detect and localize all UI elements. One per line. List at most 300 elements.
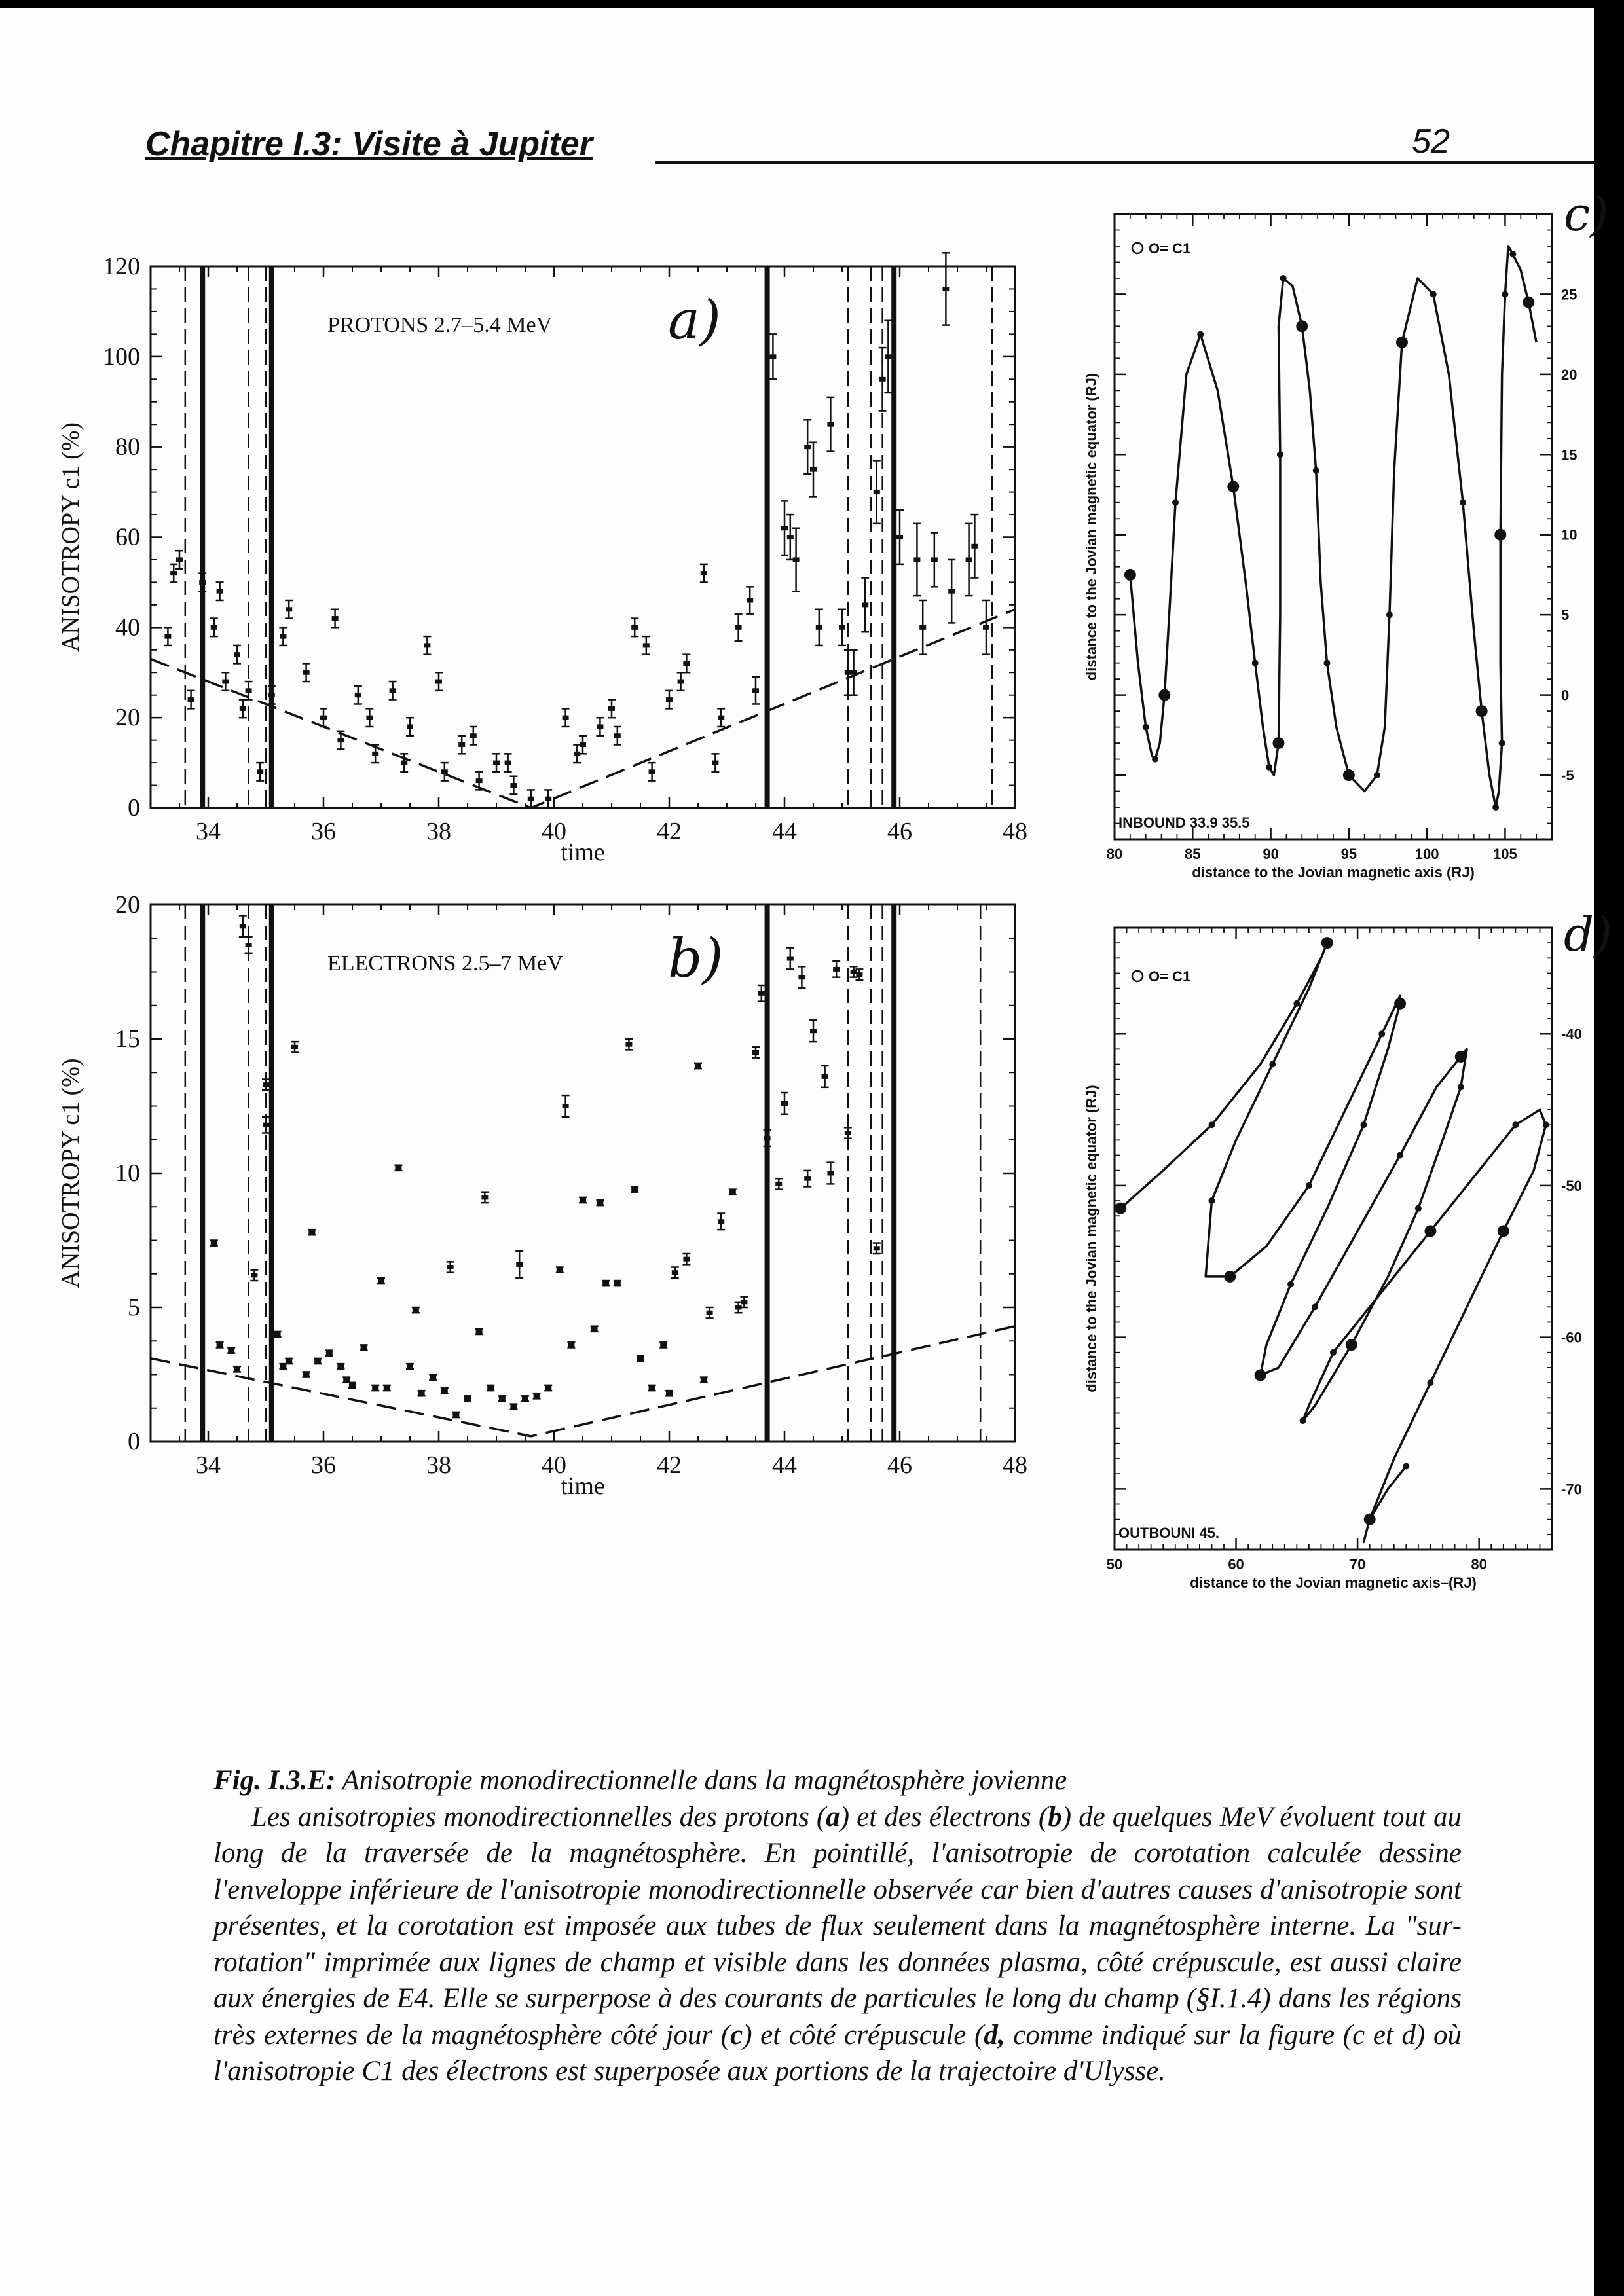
data-point xyxy=(211,1241,217,1245)
data-point xyxy=(280,1364,286,1369)
inbound-trajectory-chart xyxy=(1041,187,1609,892)
data-point xyxy=(291,1045,298,1049)
data-point xyxy=(787,957,794,961)
x-tick-label: 95 xyxy=(1340,846,1357,862)
y-tick-label: 5 xyxy=(128,1294,140,1321)
data-point xyxy=(862,602,868,607)
caption-ref-c: c xyxy=(730,2019,743,2050)
caption-text: ) de quelques MeV évoluent tout au long de la traversée de la magnétosphère. En pointillé, l'anisotropie de corotation calculée dessine l'enveloppe inférieure de l'anisotropie monodirectionnelle observée car bien d'autres causes d'anisotropie sont présentes, et la corotation est imposée aux tubes de flux seulement dans la magnétosphère interne. La "sur-rotation" imprimée aux lignes de champ et visible dans les données plasma, côté crépuscule, est aussi claire aux énergies de E4. Elle se surperpose à des courants de particules le long du champ (§I.1.4) dans les régions très externes de la magnétosphère côté jour ( xyxy=(213,1801,1462,2050)
data-point xyxy=(481,1195,488,1199)
data-point xyxy=(545,1386,551,1391)
data-point xyxy=(441,769,448,774)
caption-title-text: Anisotropie monodirectionnelle dans la magnétosphère jovienne xyxy=(335,1765,1067,1796)
data-point xyxy=(983,625,989,630)
outbound-trajectory-chart xyxy=(1041,907,1613,1618)
c1-anisotropy-marker xyxy=(1360,1121,1367,1128)
c1-anisotropy-marker xyxy=(1208,1121,1215,1128)
data-point xyxy=(874,490,880,494)
c1-anisotropy-marker xyxy=(1312,1303,1318,1310)
data-point xyxy=(470,733,477,738)
data-point xyxy=(516,1262,523,1267)
caption-ref-d: d, xyxy=(984,2019,1005,2050)
data-point xyxy=(896,535,903,539)
data-point xyxy=(407,1364,413,1369)
data-point xyxy=(851,970,857,974)
data-point xyxy=(643,643,650,647)
data-point xyxy=(781,526,788,530)
c1-anisotropy-marker xyxy=(1543,1121,1549,1128)
data-point xyxy=(637,1356,644,1360)
x-tick-label: 80 xyxy=(1471,1556,1487,1573)
data-point xyxy=(199,580,206,585)
page-number: 52 xyxy=(1412,122,1450,160)
data-point xyxy=(608,706,615,711)
plot-frame xyxy=(151,905,1015,1442)
c1-anisotropy-marker xyxy=(1197,331,1204,338)
data-point xyxy=(758,991,765,996)
data-point xyxy=(672,1270,678,1275)
panel-label: c) xyxy=(1564,187,1609,242)
data-point xyxy=(614,733,621,738)
y-tick-label: 15 xyxy=(1561,446,1578,464)
data-point xyxy=(510,783,517,788)
trajectory-annotation: INBOUND 33.9 35.5 xyxy=(1118,814,1250,831)
data-point xyxy=(660,1343,667,1347)
c1-anisotropy-marker xyxy=(1343,769,1355,781)
x-tick-label: 44 xyxy=(772,1451,797,1479)
caption-text: ) et des électrons ( xyxy=(840,1801,1048,1832)
data-point xyxy=(839,625,845,630)
x-tick-label: 50 xyxy=(1106,1556,1123,1573)
c1-anisotropy-marker xyxy=(1252,660,1259,666)
plot-frame xyxy=(1115,928,1552,1550)
data-point xyxy=(390,688,396,693)
caption-ref-b: b xyxy=(1048,1801,1062,1832)
data-point xyxy=(326,1351,333,1355)
data-point xyxy=(257,769,263,774)
data-point xyxy=(401,761,407,765)
data-point xyxy=(413,1308,419,1313)
data-point xyxy=(885,354,891,359)
y-tick-label: 20 xyxy=(1561,366,1578,383)
x-tick-label: 40 xyxy=(542,818,566,845)
c1-anisotropy-marker xyxy=(1346,1339,1357,1351)
c1-anisotropy-marker xyxy=(1323,660,1330,666)
x-tick-label: 48 xyxy=(1003,818,1027,845)
data-point xyxy=(614,1281,621,1286)
data-point xyxy=(332,616,339,621)
c1-anisotropy-marker xyxy=(1300,1417,1306,1424)
y-tick-label: 10 xyxy=(115,1159,140,1187)
c1-anisotropy-marker xyxy=(1397,1152,1403,1159)
legend-marker xyxy=(1132,243,1143,253)
c1-anisotropy-marker xyxy=(1512,1121,1519,1128)
data-point xyxy=(188,697,194,702)
data-point xyxy=(228,1348,234,1353)
c1-anisotropy-marker xyxy=(1280,275,1287,282)
c1-anisotropy-marker xyxy=(1227,481,1239,492)
x-axis-label: distance to the Jovian magnetic axis (RJ) xyxy=(1192,864,1475,881)
data-point xyxy=(597,1201,603,1205)
c1-anisotropy-marker xyxy=(1273,737,1285,749)
data-point xyxy=(851,670,857,675)
data-point xyxy=(240,924,246,928)
data-point xyxy=(493,761,500,765)
data-point xyxy=(781,1101,788,1106)
y-tick-label: -40 xyxy=(1561,1026,1582,1043)
x-tick-label: 60 xyxy=(1228,1556,1244,1573)
data-point xyxy=(942,287,949,291)
y-tick-label: 0 xyxy=(1561,687,1570,704)
data-point xyxy=(176,557,183,562)
data-point xyxy=(372,752,378,756)
c1-anisotropy-marker xyxy=(1158,689,1170,701)
y-tick-label: 80 xyxy=(115,433,140,461)
y-tick-label: 0 xyxy=(128,1428,140,1455)
data-point xyxy=(268,693,275,697)
data-point xyxy=(441,1389,448,1393)
y-tick-label: 40 xyxy=(115,613,140,642)
data-point xyxy=(683,1257,690,1262)
c1-anisotropy-marker xyxy=(1266,764,1272,771)
data-point xyxy=(240,706,246,711)
data-point xyxy=(712,761,718,765)
data-point xyxy=(695,1064,701,1068)
x-tick-label: 70 xyxy=(1349,1556,1366,1573)
data-point xyxy=(649,1386,655,1391)
data-point xyxy=(833,967,840,972)
y-tick-label: -70 xyxy=(1561,1481,1582,1498)
c1-anisotropy-marker xyxy=(1430,291,1437,297)
data-point xyxy=(769,354,776,359)
data-point xyxy=(678,680,684,684)
c1-anisotropy-marker xyxy=(1494,529,1506,541)
data-point xyxy=(557,1267,563,1272)
data-point xyxy=(263,1082,269,1087)
data-point xyxy=(874,1246,880,1250)
data-point xyxy=(447,1265,454,1269)
data-point xyxy=(718,716,724,720)
c1-anisotropy-marker xyxy=(1124,569,1136,581)
data-point xyxy=(366,716,373,720)
data-point xyxy=(827,1171,834,1176)
y-tick-label: 0 xyxy=(128,794,140,822)
x-tick-label: 90 xyxy=(1263,846,1279,862)
data-point xyxy=(314,1359,321,1364)
data-point xyxy=(563,716,569,720)
trajectory-line xyxy=(1120,943,1545,1542)
data-point xyxy=(372,1386,378,1391)
data-point xyxy=(649,769,655,774)
data-point xyxy=(263,1123,269,1127)
page-sheet xyxy=(0,8,1613,2296)
data-point xyxy=(349,1383,356,1387)
data-point xyxy=(378,1279,384,1283)
y-tick-label: 20 xyxy=(115,891,140,919)
c1-anisotropy-marker xyxy=(1293,1000,1300,1007)
data-point xyxy=(499,1396,506,1401)
x-tick-label: 34 xyxy=(196,1451,221,1479)
data-point xyxy=(487,1386,494,1391)
data-point xyxy=(222,680,229,684)
data-point xyxy=(430,1375,436,1379)
c1-anisotropy-marker xyxy=(1492,804,1499,811)
data-point xyxy=(217,589,223,594)
data-point xyxy=(343,1377,350,1382)
data-point xyxy=(701,1377,707,1382)
c1-anisotropy-marker xyxy=(1364,1514,1376,1525)
y-tick-label: 100 xyxy=(103,342,140,371)
data-point xyxy=(764,1136,771,1140)
data-point xyxy=(280,634,286,639)
c1-anisotropy-marker xyxy=(1115,1203,1126,1214)
data-point xyxy=(597,724,603,729)
data-point xyxy=(355,693,361,697)
c1-anisotropy-marker xyxy=(1498,1225,1509,1237)
header-rule xyxy=(655,161,1598,164)
data-point xyxy=(563,1104,569,1108)
trajectory-line xyxy=(1130,246,1536,807)
trajectory-annotation: OUTBOUNI 45. xyxy=(1118,1525,1220,1541)
caption-text: comme indiqué sur la figure (c et d) où l'anisotropie C1 des électrons est superposée aux portions de la trajectoire d'Ulysse. xyxy=(213,2019,1462,2086)
y-tick-label: 15 xyxy=(115,1025,140,1053)
data-point xyxy=(452,1413,459,1417)
c1-anisotropy-marker xyxy=(1509,251,1516,257)
chapter-title: Chapitre I.3: Visite à Jupiter xyxy=(145,125,593,163)
panel-label: d) xyxy=(1564,907,1613,962)
data-point xyxy=(251,1273,257,1277)
data-point xyxy=(464,1396,471,1401)
data-point xyxy=(804,1176,811,1181)
data-point xyxy=(752,1050,759,1055)
x-tick-label: 42 xyxy=(657,818,682,845)
data-point xyxy=(308,1230,315,1235)
data-point xyxy=(435,680,442,684)
data-point xyxy=(752,688,759,693)
c1-anisotropy-marker xyxy=(1522,297,1534,308)
data-point xyxy=(787,535,794,539)
y-tick-label: -50 xyxy=(1561,1177,1582,1194)
x-tick-label: 46 xyxy=(887,1451,912,1479)
c1-anisotropy-marker xyxy=(1396,337,1408,348)
data-point xyxy=(528,797,534,801)
data-point xyxy=(631,1187,638,1192)
x-tick-label: 105 xyxy=(1493,846,1517,862)
data-point xyxy=(286,1359,292,1364)
data-point xyxy=(274,1332,281,1337)
data-point xyxy=(827,422,834,427)
c1-anisotropy-marker xyxy=(1378,1030,1385,1037)
data-point xyxy=(303,670,310,675)
panel-label: b) xyxy=(668,928,724,990)
c1-anisotropy-marker xyxy=(1152,756,1158,763)
x-tick-label: 36 xyxy=(311,818,336,845)
c1-anisotropy-marker xyxy=(1306,1182,1312,1189)
legend-label: O= C1 xyxy=(1149,240,1191,257)
data-point xyxy=(337,738,344,742)
data-point xyxy=(804,445,811,449)
y-axis-label: ANISOTROPY c1 (%) xyxy=(57,422,84,653)
caption-figure-id: Fig. I.3.E: xyxy=(213,1765,336,1796)
data-point xyxy=(234,1367,240,1372)
caption-text: Les anisotropies monodirectionnelles des protons ( xyxy=(251,1801,826,1832)
x-tick-label: 100 xyxy=(1414,846,1439,862)
x-tick-label: 34 xyxy=(196,818,221,845)
y-axis-label: ANISOTROPY c1 (%) xyxy=(57,1058,84,1288)
c1-anisotropy-marker xyxy=(1460,500,1466,506)
data-point xyxy=(775,1182,782,1186)
data-point xyxy=(320,716,327,720)
data-point xyxy=(931,557,938,562)
corotation-anisotropy-line xyxy=(151,1326,1015,1436)
x-axis-label: time xyxy=(561,839,605,866)
x-tick-label: 85 xyxy=(1185,846,1201,862)
data-point xyxy=(574,752,580,756)
c1-anisotropy-marker xyxy=(1458,1084,1464,1090)
data-point xyxy=(747,598,753,602)
data-point xyxy=(384,1386,390,1391)
caption-ref-a: a xyxy=(826,1801,840,1832)
data-point xyxy=(735,625,742,630)
protons-anisotropy-chart xyxy=(57,244,1048,872)
data-point xyxy=(845,670,851,675)
y-tick-label: 10 xyxy=(1561,526,1578,543)
data-point xyxy=(580,1198,586,1203)
data-point xyxy=(395,1165,401,1170)
data-point xyxy=(591,1326,598,1331)
data-point xyxy=(510,1404,517,1409)
data-point xyxy=(164,634,171,639)
x-tick-label: 44 xyxy=(772,818,797,845)
c1-anisotropy-marker xyxy=(1386,611,1393,618)
c1-anisotropy-marker xyxy=(1476,705,1488,717)
data-point xyxy=(522,1396,528,1401)
c1-anisotropy-marker xyxy=(1313,467,1320,474)
data-point xyxy=(810,1029,817,1033)
data-point xyxy=(683,661,690,666)
data-point xyxy=(217,1343,223,1347)
y-tick-label: -60 xyxy=(1561,1329,1582,1346)
data-point xyxy=(707,1311,713,1315)
data-point xyxy=(234,652,240,657)
c1-anisotropy-marker xyxy=(1424,1225,1436,1237)
c1-anisotropy-marker xyxy=(1374,772,1380,778)
data-point xyxy=(568,1343,574,1347)
data-point xyxy=(845,1131,851,1135)
x-tick-label: 36 xyxy=(311,1451,336,1479)
data-point xyxy=(701,571,707,575)
x-axis-label: distance to the Jovian magnetic axis–(RJ) xyxy=(1190,1575,1477,1591)
corotation-anisotropy-line xyxy=(151,610,1015,808)
data-point xyxy=(458,742,465,747)
c1-anisotropy-marker xyxy=(1255,1370,1266,1381)
c1-anisotropy-marker xyxy=(1455,1051,1467,1063)
caption-body xyxy=(213,1799,1462,2090)
data-point xyxy=(810,467,817,472)
c1-anisotropy-marker xyxy=(1403,1463,1409,1470)
c1-anisotropy-marker xyxy=(1172,500,1179,506)
data-point xyxy=(666,697,673,702)
x-tick-label: 38 xyxy=(426,818,451,845)
data-point xyxy=(625,1042,632,1047)
legend-label: O= C1 xyxy=(1149,968,1191,985)
y-tick-label: 25 xyxy=(1561,286,1578,303)
x-tick-label: 38 xyxy=(426,1451,451,1479)
x-tick-label: 80 xyxy=(1106,846,1123,862)
c1-anisotropy-marker xyxy=(1394,998,1406,1010)
c1-anisotropy-marker xyxy=(1330,1349,1337,1356)
data-point xyxy=(211,625,217,630)
data-point xyxy=(337,1364,344,1369)
y-axis-label: distance to the Jovian magnetic equator (RJ) xyxy=(1083,1085,1099,1393)
data-point xyxy=(286,607,292,611)
data-point xyxy=(418,1391,425,1396)
data-point xyxy=(170,571,177,575)
data-point xyxy=(948,589,955,594)
caption-text: ) et côté crépuscule ( xyxy=(743,2019,984,2050)
data-point xyxy=(919,625,926,630)
caption-title xyxy=(213,1762,1462,1799)
data-point xyxy=(631,625,638,630)
figure-caption xyxy=(213,1762,1462,2090)
c1-anisotropy-marker xyxy=(1277,451,1283,458)
data-point xyxy=(729,1190,736,1194)
data-point xyxy=(505,761,511,765)
data-point xyxy=(856,972,862,977)
electrons-anisotropy-chart xyxy=(57,885,1048,1501)
data-point xyxy=(816,625,822,630)
y-tick-label: 120 xyxy=(103,253,140,280)
data-point xyxy=(798,975,805,979)
y-tick-label: 5 xyxy=(1561,607,1570,624)
data-point xyxy=(602,1281,609,1286)
y-axis-label: distance to the Jovian magnetic equator (RJ) xyxy=(1083,373,1099,681)
data-point xyxy=(361,1345,367,1350)
x-tick-label: 40 xyxy=(542,1451,566,1479)
x-tick-label: 42 xyxy=(657,1451,682,1479)
x-tick-label: 46 xyxy=(887,818,912,845)
data-point xyxy=(666,1391,673,1396)
c1-anisotropy-marker xyxy=(1321,937,1333,949)
x-tick-label: 48 xyxy=(1003,1451,1027,1479)
data-point xyxy=(735,1305,742,1310)
c1-anisotropy-marker xyxy=(1287,1281,1294,1288)
data-point xyxy=(476,1329,483,1334)
data-point xyxy=(879,377,886,382)
y-tick-label: 20 xyxy=(115,704,140,732)
data-point xyxy=(913,557,920,562)
data-point xyxy=(407,724,413,729)
c1-anisotropy-marker xyxy=(1427,1379,1433,1386)
data-point xyxy=(718,1219,724,1224)
y-tick-label: 60 xyxy=(115,523,140,551)
c1-anisotropy-marker xyxy=(1296,320,1308,332)
data-point xyxy=(424,643,430,647)
data-point xyxy=(822,1074,828,1079)
data-point xyxy=(534,1394,540,1398)
c1-anisotropy-marker xyxy=(1269,1061,1276,1068)
legend-marker xyxy=(1132,971,1143,981)
y-tick-label: -5 xyxy=(1561,767,1574,784)
c1-anisotropy-marker xyxy=(1224,1271,1236,1283)
data-point xyxy=(545,797,551,801)
c1-anisotropy-marker xyxy=(1143,724,1149,731)
c1-anisotropy-marker xyxy=(1499,740,1505,746)
series-label: PROTONS 2.7–5.4 MeV xyxy=(327,313,553,337)
data-point xyxy=(303,1372,310,1377)
data-point xyxy=(246,688,252,693)
c1-anisotropy-marker xyxy=(1502,291,1508,297)
